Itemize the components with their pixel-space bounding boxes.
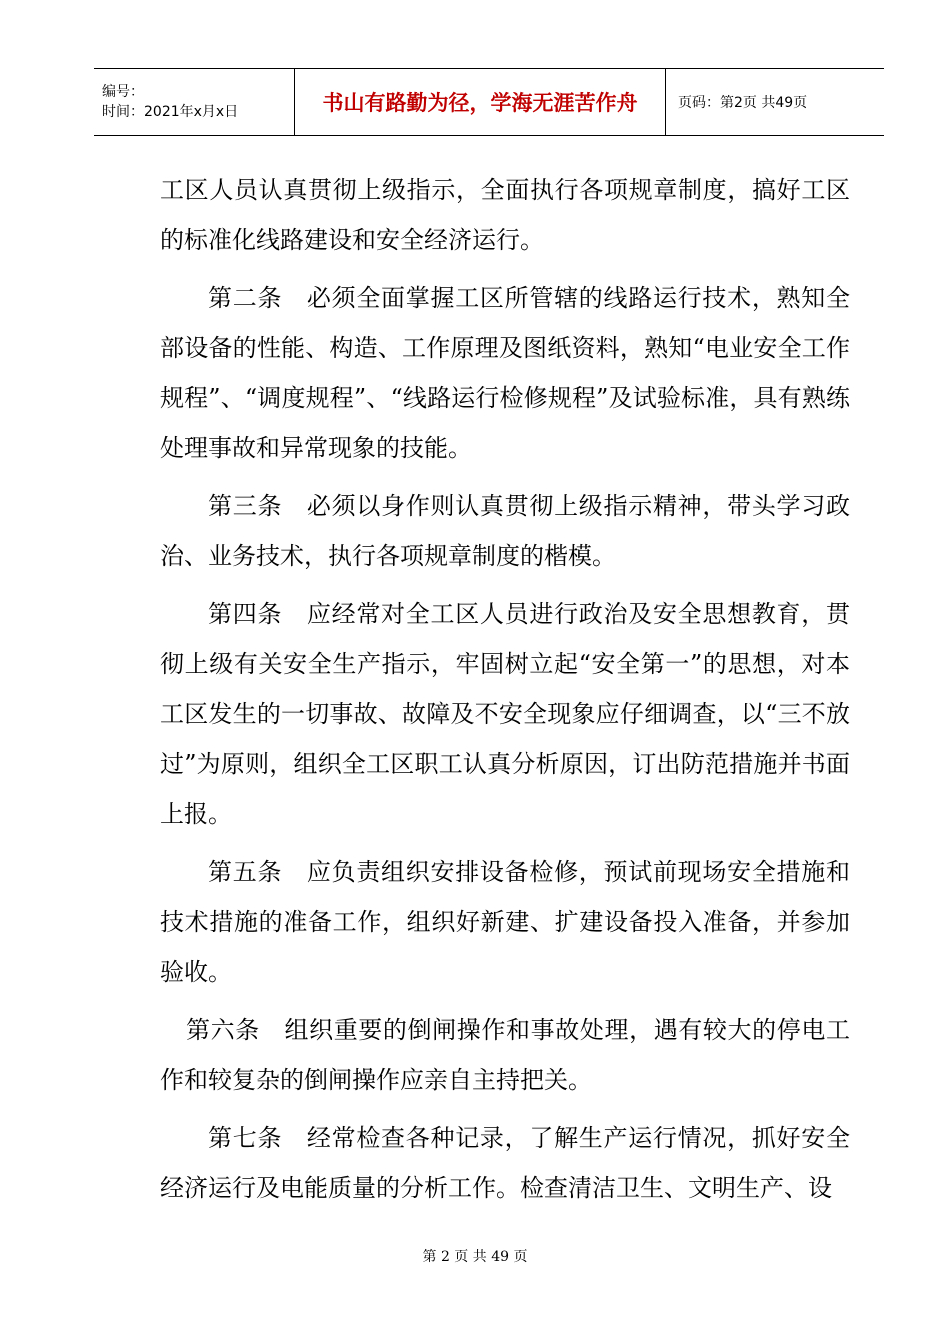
header-motto-cell — [295, 69, 666, 135]
page-footer — [0, 1246, 950, 1266]
header-motto: 书山有路勤为径，学海无涯苦作舟 — [322, 91, 638, 115]
document-body — [160, 165, 850, 1221]
document-header — [94, 68, 884, 136]
article-7: 第七条 经常检查各种记录，了解生产运行情况，抓好安全经济运行及电能质量的分析工作。检查清洁卫生、文明生产、设 — [160, 1124, 850, 1202]
paragraph-continued: 工区人员认真贯彻上级指示，全面执行各项规章制度，搞好工区的标准化线路建设和安全经济运行。 — [160, 176, 850, 254]
article-6: 第六条 组织重要的倒闸操作和事故处理，遇有较大的停电工作和较复杂的倒闸操作应亲自主持把关。 — [160, 1016, 850, 1094]
time-label: 时间：2021年x月x日 — [102, 104, 239, 120]
article-5: 第五条 应负责组织安排设备检修，预试前现场安全措施和技术措施的准备工作，组织好新建、扩建设备投入准备，并参加验收。 — [160, 858, 850, 986]
article-3: 第三条 必须以身作则认真贯彻上级指示精神，带头学习政治、业务技术，执行各项规章制度的楷模。 — [160, 492, 850, 570]
number-label: 编号： — [102, 84, 144, 100]
header-meta — [94, 69, 295, 135]
header-page-info: 页码：第2页 共49页 — [678, 95, 808, 111]
article-2: 第二条 必须全面掌握工区所管辖的线路运行技术，熟知全部设备的性能、构造、工作原理及图纸资料，熟知“电业安全工作规程”、“调度规程”、“线路运行检修规程”及试验标准，具有熟练处理事故和异常现象的技能。 — [160, 284, 850, 462]
header-page-info-cell — [666, 69, 884, 135]
article-4: 第四条 应经常对全工区人员进行政治及安全思想教育，贯彻上级有关安全生产指示，牢固树立起“安全第一”的思想，对本工区发生的一切事故、故障及不安全现象应仔细调查，以“三不放过”为原则，组织全工区职工认真分析原因，订出防范措施并书面上报。 — [160, 600, 850, 828]
footer-page-number: 第 2 页 共 49 页 — [422, 1249, 528, 1265]
